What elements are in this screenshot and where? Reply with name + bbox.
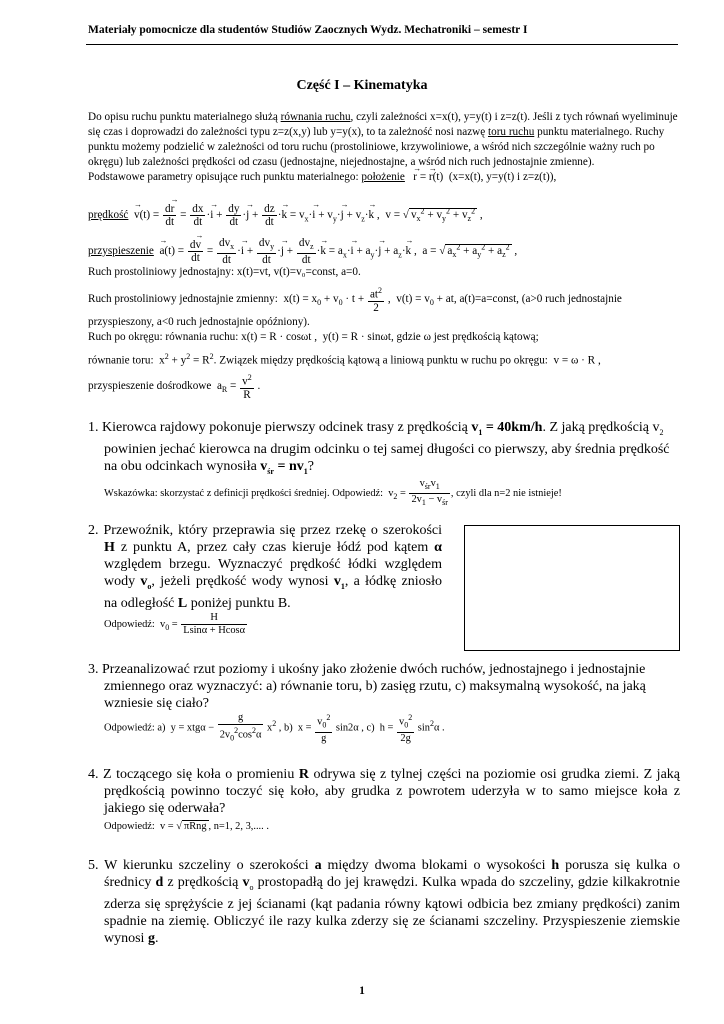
- problem-3-answer: Odpowiedź: a) y = xtgα − $\frac{g}{2v_0^2\cos^2\alpha}$ $x^2$ , b) x = $\frac{v_0^2}{g}$ sin2α , c) h = $\frac{v_0^2}{2g}$ $\sin^2\alpha$ .: [104, 712, 445, 744]
- header-rule: [86, 44, 678, 45]
- centripetal-line: przyspieszenie dośrodkowe $a_R$ = $\frac{v^2}{R}$ .: [88, 373, 261, 401]
- variable-motion-line: Ruch prostoliniowy jednostajnie zmienny: $x(t) = x_0 + v_0 \cdot t$ + $\frac{at^2}{2}$ , $v(t) = v_0$ + at, a(t)=a=const, (a>0 ruch jednostajnie: [88, 286, 622, 314]
- term-trajectory: toru ruchu: [488, 126, 535, 138]
- intro-paragraph: Do opisu ruchu punktu materialnego służą równania ruchu, czyli zależności x=x(t), y=y(t) i z=z(t). Jeśli z tych równań wyeliminuje się czas i doprowadzi do zależności typu z=z(x,y) lub y=y(x), to ta zależność nosi nazwę toru ruchu punktu materialnego. Ruchy punktu możemy podzielić w zależności od toru ruchu (prostoliniowe, krzywoliniowe, a wśród nich szczególnie ważny ruch po okręgu) lub zależności prędkości od czasu (jednostajne, niejednostajne, a wśród nich ruch jednostajnie zmienne). Podstawowe parametry opisujące ruch punktu materialnego: położenie → r = → r(t) (x=x(t), y=y(t) i z=z(t)),: [88, 110, 680, 185]
- term-position: położenie: [361, 171, 405, 183]
- position-formula: → r = → r(t): [408, 171, 449, 183]
- problem-4-text: 4. Z toczącego się koła o promieniu R odrywa się z tylnej części na poziomie osi grudka ziemi. Z jaką prędkością powinno toczyć się koło, aby grudka z powrotem uderzyła w to samo miejsce koła z jakiego się oderwała?: [88, 767, 680, 816]
- problem-1-text: 1. Kierowca rajdowy pokonuje pierwszy odcinek trasy z prędkością $v_1 = 40km/h$. Z jaką prędkością $v_2$ powinien jechać kierowca na drugim odcinku o tej samej długości co pierwszy, aby średnia prędkość na obu odcinkach wynosiła $v_{śr} = nv_1$?: [88, 420, 670, 476]
- variable-motion-line-2: przyspieszony, a<0 ruch jednostajnie opóźniony).: [88, 316, 310, 328]
- problem-1: [88, 419, 680, 480]
- uniform-motion-line: Ruch prostoliniowy jednostajny: x(t)=vt, v(t)=v₀=const, a=0.: [88, 266, 361, 278]
- acceleration-formula: przyspieszenie → a(t) = $\frac{d\to v}{dt}$ = $dv_x$ dt ·→ i + $dv_y$ dt ·→ j + $dv_z$ dt ·→ $k = a_x\cdot\to i + a_y\cdot\to j + a_z\cdot\to k$ , a = √ $a_x^2 + a_y^2 + a_z^2$ ,: [88, 237, 517, 266]
- problem-5: [88, 857, 680, 947]
- problem-2-answer: Odpowiedź: $v_0$ = $\frac{H}{Lsin\alpha + Hcos\alpha}$: [104, 612, 246, 636]
- problem-3-text: Przeanalizować rzut poziomy i ukośny jako złożenie dwóch ruchów, jednostajnego i jednostajnie zmiennego oraz wyznaczyć: a) równanie toru, b) zasięg rzutu, c) maksymalną wysokość, na jaką wzniesie się ciało?: [102, 662, 646, 711]
- circular-motion-line: Ruch po okręgu: równania ruchu: x(t) = R · cosωt , y(t) = R · sinωt, gdzie ω jest prędkością kątową;: [88, 331, 539, 343]
- term-equations-of-motion: równania ruchu: [280, 111, 351, 123]
- problem-3: 3. Przeanalizować rzut poziomy i ukośny jako złożenie dwóch ruchów, jednostajnego i jednostajnie zmiennego oraz wyznaczyć: a) równanie toru, b) zasięg rzutu, c) maksymalną wysokość, na jaką wzniesie się ciało?: [88, 662, 646, 711]
- problem-4-answer: Odpowiedź: v = √ πRng , n=1, 2, 3,.... .: [104, 821, 269, 832]
- page-number: 1: [359, 985, 365, 997]
- figure-placeholder-box: [464, 525, 680, 651]
- problem-4: [88, 766, 680, 817]
- problem-1-answer: Wskazówka: skorzystać z definicji prędkości średniej. Odpowiedź: $v_2$ = $v_{śr}v_1$ $2v_1 - v_{śr}$ , czyli dla n=2 nie istnieje!: [104, 478, 562, 508]
- velocity-formula: prędkość → v(t) = $\frac{d\to r}{dt}$ = $\frac{dx}{dt}$ ·→ i + $\frac{dy}{dt}$ ·→ j + $\frac{dz}{dt}$ ·→ $k = v_x\cdot\to i + v_y\cdot\to j + v_z\cdot\to k$ , v = √ $v_x^2 + v_y^2 + v_z^2$ ,: [88, 203, 483, 228]
- section-title: Część I – Kinematyka: [296, 78, 428, 93]
- track-equation-line: równanie toru: $x^2 + y^2 = R^2$. Związek między prędkością kątową a liniową punktu w ruchu po okręgu: v = ω · R ,: [88, 352, 601, 367]
- page-header: Materiały pomocnicze dla studentów Studiów Zaocznych Wydz. Mechatroniki – semestr I: [88, 24, 528, 36]
- problem-2-text: 2. Przewoźnik, który przeprawia się przez rzekę o szerokości H z punktu A, przez cały czas kieruje łódź pod kątem α względem brzegu. Wyznaczyć prędkość łódki względem wody $v_o$, jeżeli prędkość wody wynosi $v_1$, a łódkę zniosło na odległość L poniżej punktu B.: [88, 523, 442, 611]
- problem-5-text: 5. W kierunku szczeliny o szerokości a między dwoma blokami o wysokości h porusza się kulka o średnicy d z prędkością $v_o$ prostopadłą do jej krawędzi. Kulka wpada do szczeliny, gdzie kilkakrotnie zderza się sprężyście z jej ścianami (kąt padania równy kątowi odbicia bez zmiany prędkości) zanim spadnie na ziemię. Obliczyć ile razy kulka zderzy się ze ścianami szczeliny. Przyspieszenie ziemskie wynosi g.: [88, 858, 680, 946]
- problem-2: [88, 522, 442, 612]
